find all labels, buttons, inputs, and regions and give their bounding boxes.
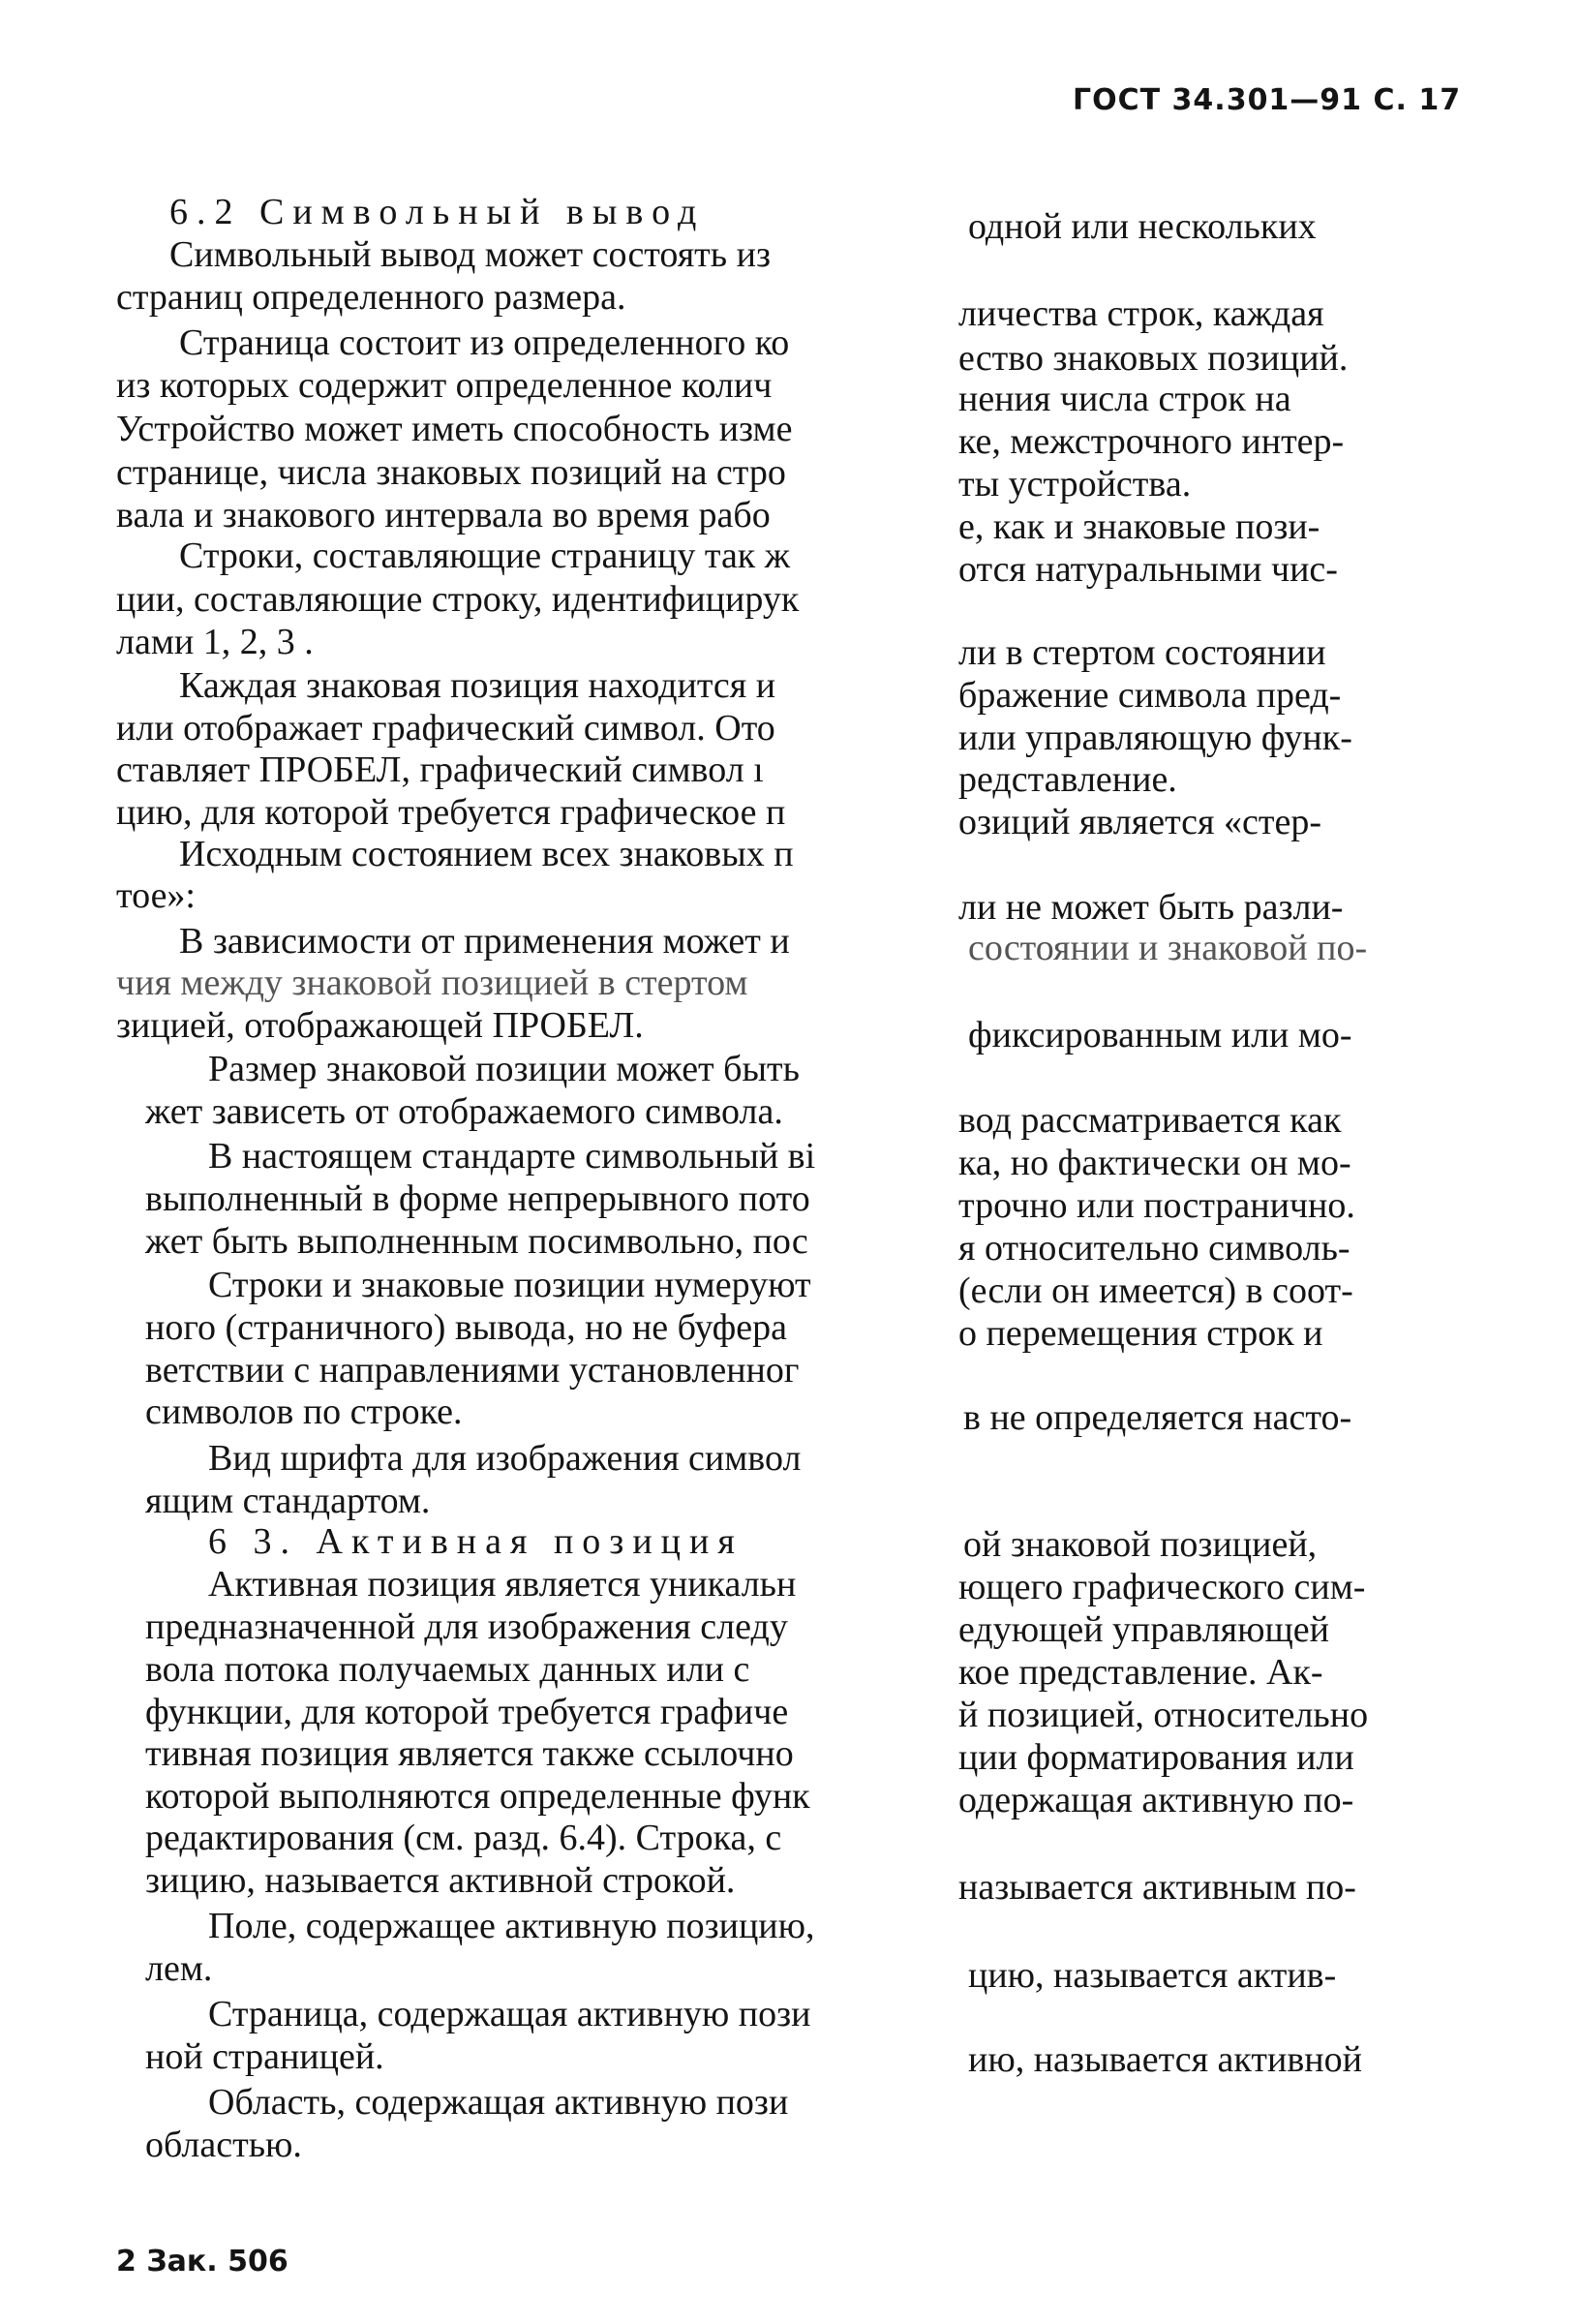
text-line: тивная позиция является также ссылочно bbox=[145, 1733, 794, 1774]
text-line-right: едующей управляющей bbox=[958, 1609, 1329, 1650]
text-line-right: я относительно символь- bbox=[958, 1228, 1350, 1269]
text-line: ящим стандартом. bbox=[145, 1481, 431, 1521]
text-line: странице, числа знаковых позиций на стро bbox=[116, 452, 786, 493]
text-line-right: ка, но фактически он мо- bbox=[958, 1143, 1351, 1183]
text-line: Страница состоит из определенного ко bbox=[179, 322, 790, 363]
text-line: из которых содержит определенное колич bbox=[116, 365, 773, 406]
text-line: выполненный в форме непрерывного пото bbox=[145, 1178, 810, 1219]
text-line: ветствии с направлениями установленног bbox=[145, 1350, 800, 1391]
text-line: Строки и знаковые позиции нумеруют bbox=[208, 1265, 811, 1305]
text-line-right: цию, называется актив- bbox=[968, 1955, 1337, 1996]
text-line: лем. bbox=[145, 1948, 213, 1989]
text-line: предназначенной для изображения следу bbox=[145, 1606, 788, 1647]
text-line: которой выполняются определенные функ bbox=[145, 1776, 810, 1817]
text-line: вола потока получаемых данных или с bbox=[145, 1649, 750, 1690]
text-line: Символьный вывод может состоять из bbox=[169, 234, 771, 275]
text-line-right: й позицией, относительно bbox=[958, 1695, 1369, 1735]
text-line: страниц определенного размера. bbox=[116, 277, 626, 318]
text-line-right: или управляющую функ- bbox=[958, 718, 1352, 758]
text-line: ции, составляющие строку, идентифицирук bbox=[116, 579, 800, 620]
text-line-right: ющего графического сим- bbox=[958, 1567, 1366, 1607]
text-line: В зависимости от применения может и bbox=[179, 921, 790, 962]
text-line-right: в не определяется насто- bbox=[963, 1397, 1352, 1438]
text-line-right: вод рассматривается как bbox=[958, 1100, 1342, 1141]
text-line: Страница, содержащая активную пози bbox=[208, 1994, 811, 2034]
text-line: функции, для которой требуется графиче bbox=[145, 1692, 789, 1732]
text-line-right-faded: состоянии и знаковой по- bbox=[968, 928, 1368, 968]
text-line: зицию, называется активной строкой. bbox=[145, 1860, 736, 1901]
text-line: Строки, составляющие страницу так ж bbox=[179, 535, 791, 576]
text-line-right: ты устройства. bbox=[958, 464, 1192, 505]
text-line: цию, для которой требуется графическое п bbox=[116, 792, 786, 833]
text-line-right: редставление. bbox=[958, 759, 1177, 800]
text-line-right: ию, называется активной bbox=[968, 2039, 1362, 2080]
text-line-right: фиксированным или мо- bbox=[968, 1015, 1352, 1055]
text-line-right: ли в стертом состоянии bbox=[958, 632, 1326, 673]
text-line-right: е, как и знаковые пози- bbox=[958, 506, 1320, 547]
text-line: Вид шрифта для изображения символ bbox=[208, 1438, 802, 1479]
text-line: символов по строке. bbox=[145, 1391, 463, 1432]
text-line-right: ой знаковой позицией, bbox=[963, 1524, 1318, 1565]
section-heading-6-3: 6 3. Активная позиция bbox=[208, 1521, 743, 1562]
text-line-right: ке, межстрочного интер- bbox=[958, 421, 1345, 462]
text-line-right: о перемещения строк и bbox=[958, 1313, 1323, 1354]
text-line: редактирования (см. разд. 6.4). Строка, с bbox=[145, 1818, 782, 1858]
text-line-right: одержащая активную по- bbox=[958, 1780, 1354, 1820]
text-line: Устройство может иметь способность изме bbox=[116, 409, 793, 449]
text-line-right: ции форматирования или bbox=[958, 1737, 1354, 1778]
text-line-right: кое представление. Ак- bbox=[958, 1652, 1323, 1693]
text-line: вала и знакового интервала во время рабо bbox=[116, 495, 771, 535]
text-line-right: ли не может быть разли- bbox=[958, 887, 1344, 928]
page-footer: 2 Зак. 506 bbox=[116, 2245, 288, 2278]
text-line: зицией, отображающей ПРОБЕЛ. bbox=[116, 1005, 644, 1046]
text-line: жет быть выполненным посимвольно, пос bbox=[145, 1221, 808, 1262]
text-line: ной страницей. bbox=[145, 2036, 384, 2077]
section-heading-6-2: 6.2 Символьный вывод bbox=[169, 192, 706, 232]
text-line: ставляет ПРОБЕЛ, графический символ ı bbox=[116, 749, 764, 790]
text-line: Размер знаковой позиции может быть bbox=[208, 1049, 800, 1089]
text-line: или отображает графический символ. Ото bbox=[116, 708, 775, 749]
text-line-right: бражение символа пред- bbox=[958, 675, 1342, 716]
text-line: Поле, содержащее активную позицию, bbox=[208, 1906, 815, 1946]
text-line-right: отся натуральными чис- bbox=[958, 549, 1338, 590]
text-line-right: называется активным по- bbox=[958, 1867, 1356, 1908]
text-line: Исходным состоянием всех знаковых п bbox=[179, 834, 794, 874]
text-line: В настоящем стандарте символьный ві bbox=[208, 1136, 816, 1177]
text-line-right: одной или нескольких bbox=[968, 206, 1317, 247]
text-line: лами 1, 2, 3 . bbox=[116, 622, 314, 662]
page-header: ГОСТ 34.301—91 С. 17 bbox=[1073, 83, 1462, 117]
text-line: Каждая знаковая позиция находится и bbox=[179, 665, 776, 706]
text-line: Область, содержащая активную пози bbox=[208, 2082, 789, 2123]
text-line-right: озиций является «стер- bbox=[958, 802, 1321, 842]
text-line-right: личества строк, каждая bbox=[958, 293, 1324, 334]
text-line-right: трочно или постранично. bbox=[958, 1185, 1355, 1226]
text-line: Активная позиция является уникальн bbox=[208, 1564, 797, 1605]
text-line-faded: чия между знаковой позицией в стертом bbox=[116, 963, 748, 1003]
text-line-right: нения числа строк на bbox=[958, 379, 1291, 419]
text-line: тое»: bbox=[116, 875, 196, 916]
text-line-right: ество знаковых позиций. bbox=[958, 338, 1349, 379]
text-line: жет зависеть от отображаемого символа. bbox=[145, 1091, 783, 1132]
text-line: ного (страничного) вывода, но не буфера bbox=[145, 1307, 787, 1348]
text-line: областью. bbox=[145, 2125, 302, 2165]
text-line-right: (если он имеется) в соот- bbox=[958, 1270, 1353, 1311]
